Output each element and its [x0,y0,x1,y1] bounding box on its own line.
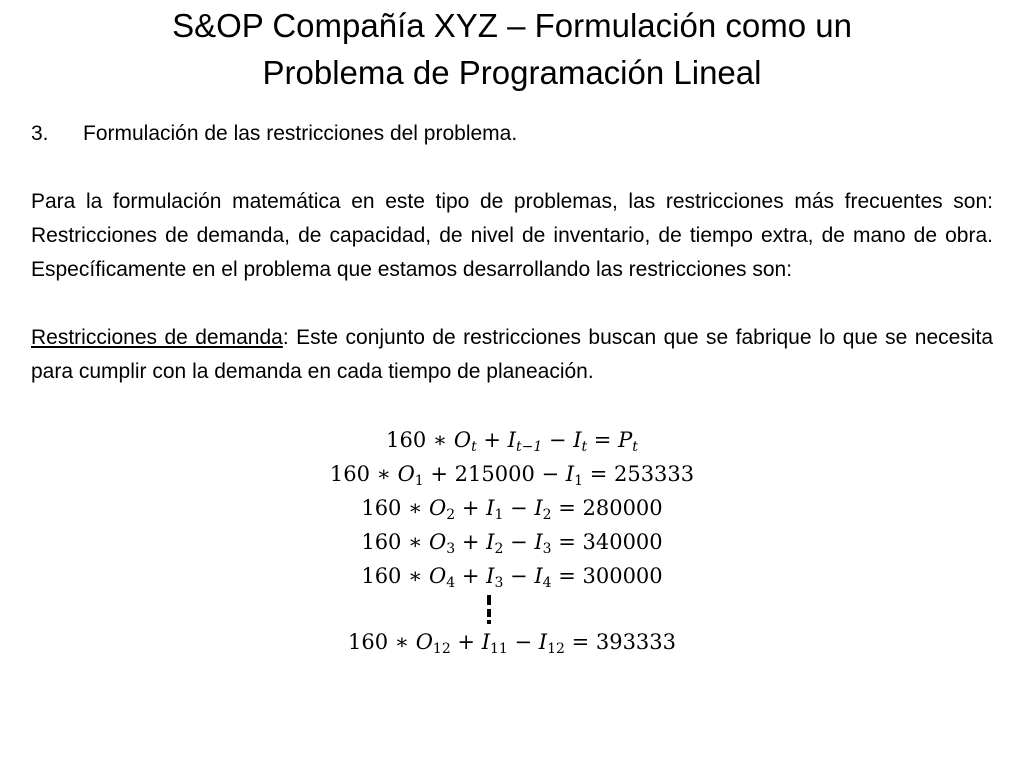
item-text: Formulación de las restricciones del problema. [83,122,518,145]
equation-period-4: 160 ∗ $O_4 + I_3 - I_4 = 300000$ [361,564,663,591]
slide-body [31,117,993,389]
equation-period-1: 160 ∗ $O_1 + 215000 - I_1 = 253333$ [329,462,695,489]
equation-period-3: 160 ∗ $O_3 + I_2 - I_3 = 340000$ [361,530,663,557]
vertical-ellipsis-icon [0,593,1024,625]
title-line-1: S&OP Compañía XYZ – Formulación como un [172,7,852,44]
item-number: 3. [31,122,49,145]
demand-constraints-body: : Este conjunto de restricciones buscan que se fabrique lo que se necesita para cumplir con la demanda en cada tiempo de planeación. [31,326,994,383]
title-line-2: Problema de Programación Lineal [262,54,762,91]
paragraph-constraints-intro: Para la formulación matemática en este tipo de problemas, las restricciones más frecuentes son: Restricciones de demanda, de capacidad, de nivel de inventario, de tiempo extra, de mano de obra. Específicamente en el problema que estamos desarrollando las restricciones son: [31,190,993,281]
slide-title [60,2,964,96]
equation-block [0,423,1024,659]
equation-general: 160 ∗ $O_t + I_{t-1} - I_t = P_t$ [386,428,638,455]
demand-constraints-heading: Restricciones de demanda [31,326,283,349]
equation-period-2: 160 ∗ $O_2 + I_1 - I_2 = 280000$ [361,496,663,523]
paragraph-demand-constraints [31,321,993,389]
equation-period-12: 160 ∗ $O_{12} + I_{11} - I_{12} = 393333$ [347,630,677,657]
numbered-item [31,117,993,151]
